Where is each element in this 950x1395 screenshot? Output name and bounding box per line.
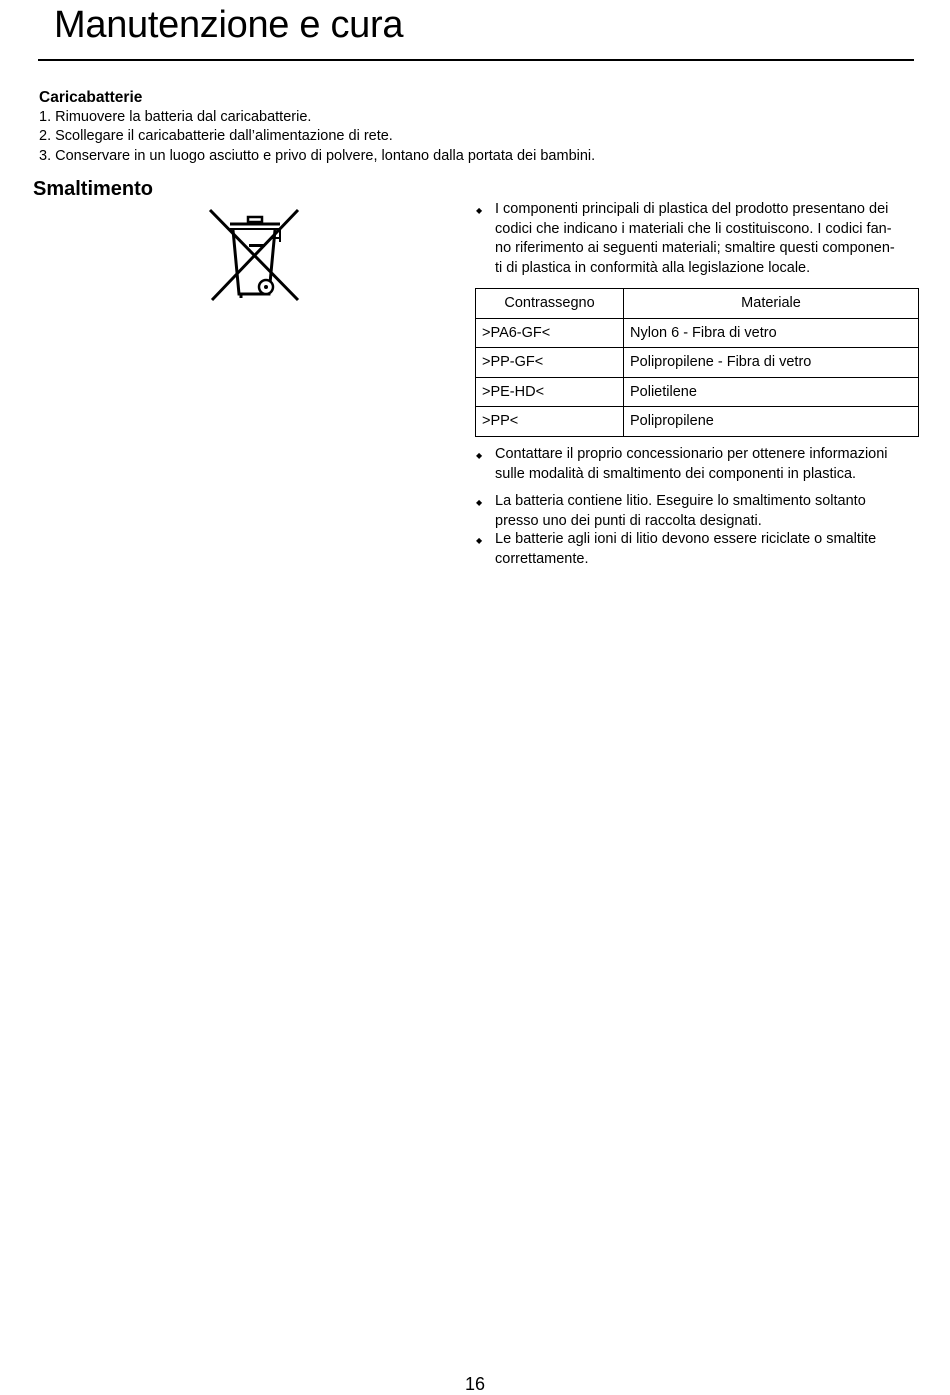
table-header: Contrassegno xyxy=(476,289,624,319)
bullet-item: ◆ Le batterie agli ioni di litio devono essere riciclate o smaltite correttamente. xyxy=(476,531,877,567)
page-title: Manutenzione e cura xyxy=(54,4,404,46)
bullet-line: Le batterie agli ioni di litio devono essere riciclate o smaltite xyxy=(495,531,877,547)
charger-step: 1. Rimuovere la batteria dal caricabatterie. xyxy=(39,108,312,125)
marking-cell: >PP< xyxy=(476,407,624,437)
table-header: Materiale xyxy=(624,289,919,319)
marking-cell: >PA6-GF< xyxy=(476,318,624,348)
material-cell: Polipropilene xyxy=(624,407,919,437)
bullet-line: La batteria contiene litio. Eseguire lo smaltimento soltanto xyxy=(495,493,866,509)
charger-step: 2. Scollegare il caricabatterie dall’alimentazione di rete. xyxy=(39,128,393,144)
bullet-item: ◆ Contattare il proprio concessionario per ottenere informazioni sulle modalità di smaltimento dei componenti in plastica. xyxy=(476,446,888,482)
table-row xyxy=(476,348,919,378)
intro-line: ti di plastica in conformità alla legislazione locale. xyxy=(495,259,811,276)
marking-cell: >PP-GF< xyxy=(476,348,624,378)
table-header-row xyxy=(476,289,919,319)
charger-heading: Caricabatterie xyxy=(39,89,143,106)
material-cell: Polipropilene - Fibra di vetro xyxy=(624,348,919,378)
material-cell: Polietilene xyxy=(624,377,919,407)
bullet-line: Contattare il proprio concessionario per ottenere informazioni xyxy=(495,446,888,462)
bullet-item: ◆ La batteria contiene litio. Eseguire lo smaltimento soltanto presso uno dei punti di raccolta designati. xyxy=(476,493,866,529)
crossed-out-wheelie-bin-icon xyxy=(208,208,302,304)
charger-step: 3. Conservare in un luogo asciutto e privo di polvere, lontano dalla portata dei bambini. xyxy=(39,147,596,164)
table-row xyxy=(476,318,919,348)
table-row xyxy=(476,377,919,407)
bullet-line: correttamente. xyxy=(495,550,589,567)
disposal-heading: Smaltimento xyxy=(33,178,154,200)
intro-line: codici che indicano i materiali che li costituiscono. I codici fan- xyxy=(495,220,892,237)
page-number: 16 xyxy=(464,1374,486,1394)
title-divider xyxy=(38,59,914,61)
table-row xyxy=(476,407,919,437)
charger-section xyxy=(39,88,595,166)
marking-cell: >PE-HD< xyxy=(476,377,624,407)
material-cell: Nylon 6 - Fibra di vetro xyxy=(624,318,919,348)
materials-table xyxy=(475,288,919,437)
intro-line: I componenti principali di plastica del prodotto presentano dei xyxy=(495,201,889,217)
disposal-intro: ◆ I componenti principali di plastica del prodotto presentano dei codici che indicano i materiali che li costituiscono. I codici fan- no riferimento ai seguenti materiali; smaltire questi componen- ti di plastica in conformità alla legislazione locale. xyxy=(476,201,895,276)
bullet-line: presso uno dei punti di raccolta designati. xyxy=(495,512,762,529)
bullet-line: sulle modalità di smaltimento dei componenti in plastica. xyxy=(495,465,857,482)
intro-line: no riferimento ai seguenti materiali; smaltire questi componen- xyxy=(495,240,895,256)
